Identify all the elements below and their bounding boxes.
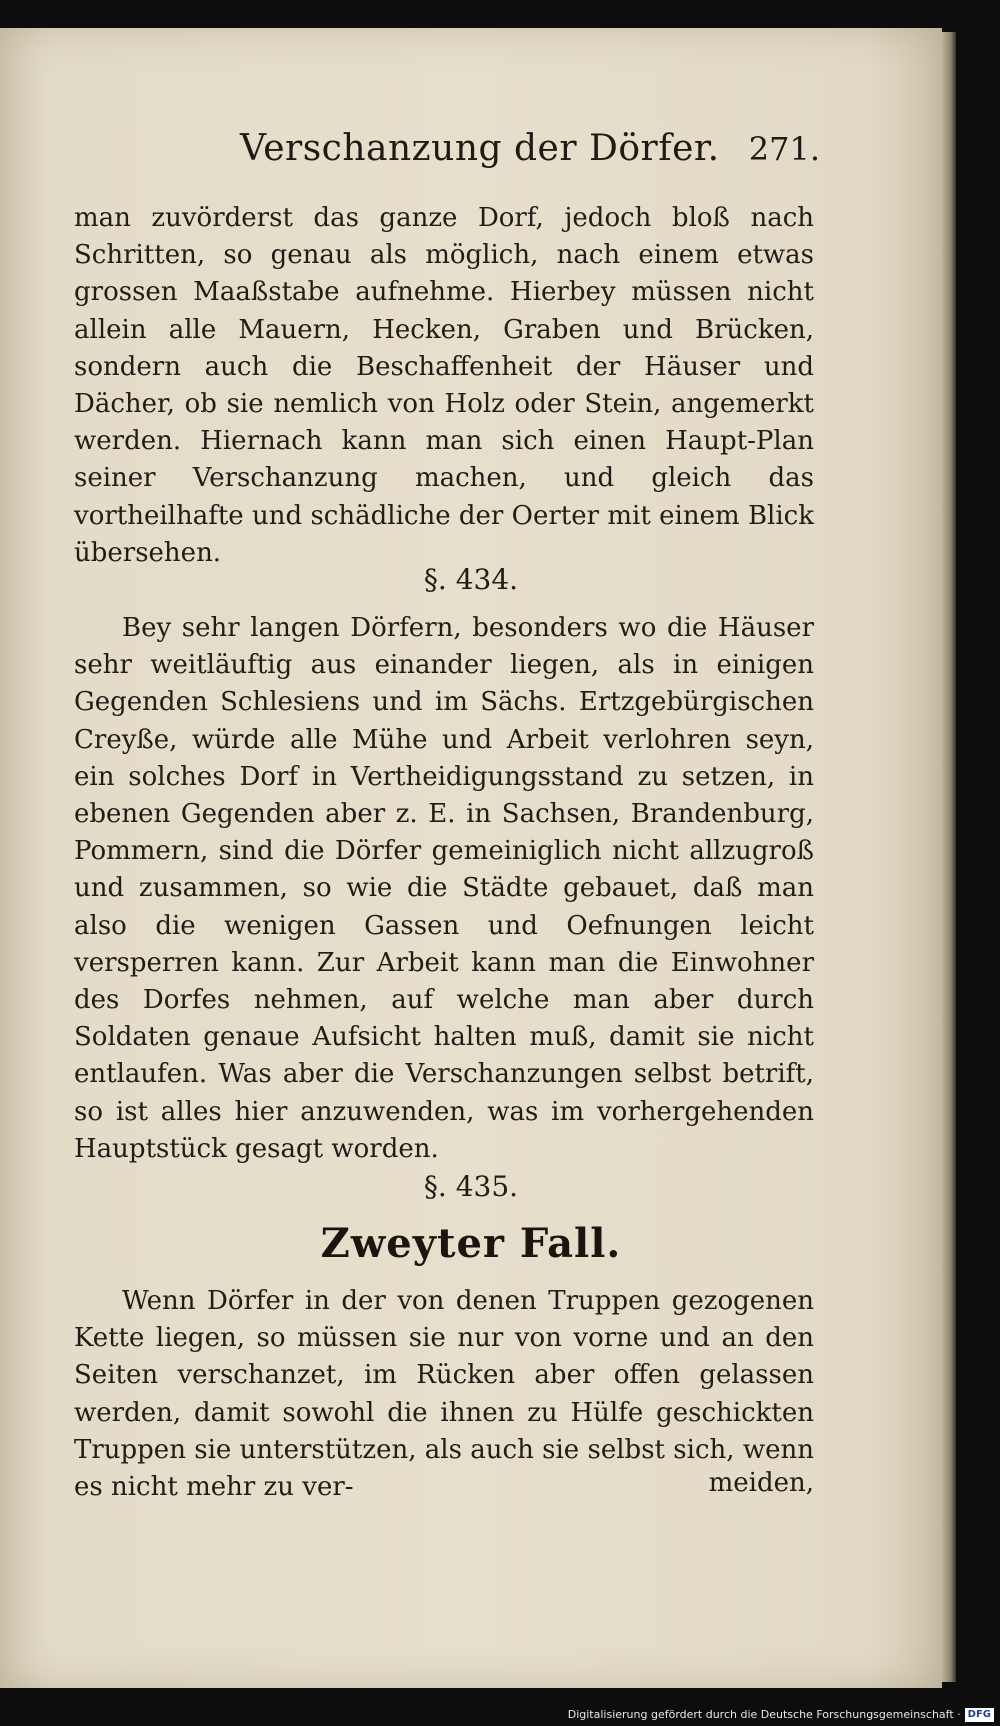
paragraph-text: Bey sehr langen Dörfern, besonders wo die Häuser sehr weitläuftig aus einander liegen, als in einigen Gegenden Schlesiens und im Sächs. Ertzgebürgischen Creyße, würde alle Mühe und Arbeit verlohren seyn, ein solches Dorf in Vertheidigungsstand zu setzen, in ebenen Gegenden aber z. E. in Sachsen, Brandenburg, Pommern, sind die Dörfer gemeiniglich nicht allzugroß und zusammen, so wie die Städte gebauet, daß man also die wenigen Gassen und Oefnungen leicht versperren kann. Zur Arbeit kann man die Einwohner des Dorfes nehmen, auf welche man aber durch Soldaten genaue Aufsicht halten muß, damit sie nicht entlaufen. Was aber die Verschanzungen selbst betrift, so ist alles hier anzuwenden, was im vorhergehenden Hauptstück gesagt worden. [74, 613, 814, 1164]
paragraph-434 [74, 610, 814, 1168]
page-edge [942, 32, 956, 1682]
page-header [200, 128, 820, 178]
paragraph-continued [74, 200, 814, 572]
page-number: 271. [748, 130, 820, 168]
catchword: meiden, [708, 1468, 814, 1498]
paragraph-text: man zuvörderst das ganze Dorf, jedoch bloß nach Schritten, so genau als möglich, nach einem etwas grossen Maaßstabe aufnehme. Hierbey müssen nicht allein alle Mauern, Hecken, Graben und Brücken, sondern auch die Beschaffenheit der Häuser und Dächer, ob sie nemlich von Holz oder Stein, angemerkt werden. Hiernach kann man sich einen Haupt-Plan seiner Verschanzung machen, und gleich das vortheilhafte und schädliche der Oerter mit einem Blick übersehen. [74, 203, 814, 568]
running-title: Verschanzung der Dörfer. [240, 128, 720, 169]
section-number-434: §. 434. [423, 563, 519, 596]
section-number-435: §. 435. [423, 1170, 519, 1203]
dfg-logo: DFG [965, 1708, 994, 1722]
digitization-credit [568, 1706, 994, 1724]
subheading: Zweyter Fall. [320, 1220, 622, 1267]
paragraph-text: Wenn Dörfer in der von denen Truppen gezogenen Kette liegen, so müssen sie nur von vorne und an den Seiten verschanzet, im Rücken aber offen gelassen werden, damit sowohl die ihnen zu Hülfe geschickten Truppen sie unterstützen, als auch sie selbst sich, wenn es nicht mehr zu ver- [74, 1286, 814, 1503]
credit-text: Digitalisierung gefördert durch die Deutsche Forschungsgemeinschaft · [567, 1708, 961, 1721]
